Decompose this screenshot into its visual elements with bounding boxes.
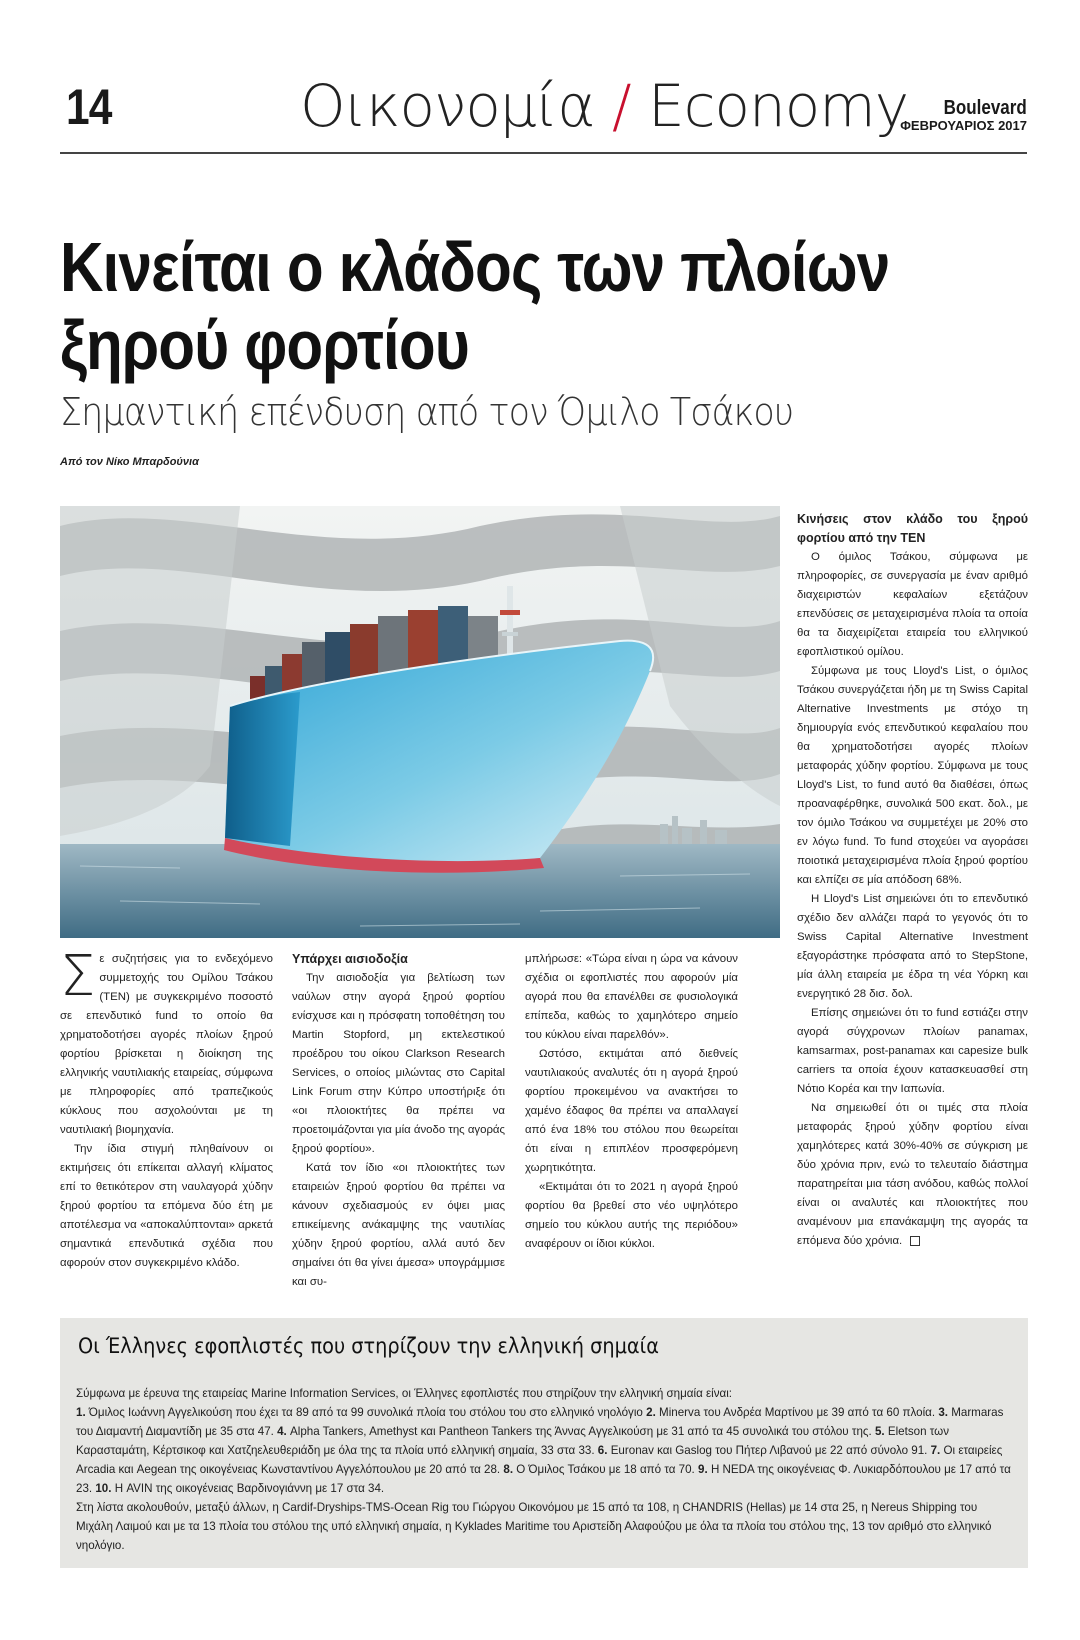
paragraph: Σύμφωνα με τους Lloyd's List, ο όμιλος Τσάκου συνεργάζεται ήδη με τη Swiss Capital Alternative Investments με στόχο τη δημιουργία ενός επενδυτικού κεφαλαίου που θα χρηματοδοτήσει αγορές πλοίων μεταφοράς χύδην φορτίου. Σύμφωνα με τους Lloyd's List, το fund αυτό θα διαθέσει, όπως προαναφέρθηκε, συνολικά 500 εκατ. δολ., με τον όμιλο Τσάκου να συμμετέχει με 20% στο εν λόγω fund. Το fund στοχεύει να αγοράσει ποιοτικά μεταχειρισμένα πλοία ξηρού φορτίου και ελπίζει σε μία απόδοση 68%.: [797, 665, 1028, 886]
header-rule: [60, 152, 1027, 154]
paragraph: Η Lloyd's List σημειώνει ότι το επενδυτικό σχέδιο δεν αλλάζει παρά το γεγονός ότι το Swiss Capital Alternative Investment εξαγοράστηκε πρόσφατα από το StepStone, μία άλλη εταιρεία με έδρα τη νέα Υόρκη και ενεργητικό 28 δισ. δολ.: [797, 893, 1028, 1000]
end-of-article-icon: [910, 1236, 920, 1246]
issue-date: ΦΕΒΡΟΥΑΡΙΟΣ 2017: [900, 118, 1027, 133]
section-title-slash: /: [611, 72, 631, 140]
list-item: Alpha Tankers, Amethyst και Pantheon Tankers της Άννας Αγγελικούση με 31 από τα 45 συνολικά του στόλου της.: [290, 1425, 872, 1438]
article-photo: [60, 506, 780, 938]
list-item: Ο Όμιλος Τσάκου με 18 από τα 70.: [516, 1463, 695, 1476]
sidebar-box: [60, 1318, 1028, 1568]
list-item: Marmaras του Διαμαντή Διαμαντίδη με 35 στα 47.: [76, 1406, 1004, 1438]
page-number: 14: [66, 79, 112, 135]
sidebar-list: [76, 1403, 1016, 1498]
paragraph: Κατά τον ίδιο «οι πλοιοκτήτες των εταιρειών ξηρού φορτίου θα πρέπει να κάνουν σχεδιασμούς εν όψει μιας επικείμενης ανάκαμψης της ναυτιλίας χύδην ξηρού φορτίου, αλλά αυτό δεν σημαίνει ότι θα γίνει άμεσα» υπογράμμισε και συ-: [292, 1162, 505, 1288]
paragraph-text: ε συζητήσεις για το ενδεχόμενο συμμετοχής του Ομίλου Τσάκου (ΤΕΝ) με συγκεκριμένο ποσοστό σε επενδυτικό fund το οποίο θα χρηματοδοτήσει αγορές πλοίων ξηρού φορτίου βρίσκεται η διοίκηση της ελληνικής ναυτιλιακής εταιρείας, σύμφωνα με πληροφορίες από τραπεζικούς κύκλους που ασχολούνται με τη ναυτιλιακή βιομηχανία.: [60, 953, 273, 1136]
section-title-english: Economy: [647, 72, 909, 140]
sidebar-text: [76, 1384, 1016, 1555]
paragraph: Επίσης σημειώνει ότι το fund εστιάζει στην αγορά σύγχρονων πλοίων panamax, kamsarmax, post-panamax και capesize bulk carriers τα οποία έχουν κατασκευασθεί στη Νότιο Κορέα και την Ιαπωνία.: [797, 1007, 1028, 1095]
list-number: 3.: [938, 1406, 948, 1419]
list-item: Euronav και Gaslog του Πήτερ Λιβανού με 22 από σύνολο 91.: [610, 1444, 928, 1457]
subheadline: Σημαντική επένδυση από τον Όμιλο Τσάκου: [60, 390, 794, 434]
paragraph: [797, 1099, 1028, 1251]
paragraph: Την αισιοδοξία για βελτίωση των ναύλων στην αγορά ξηρού φορτίου ενίσχυσε και η πρόσφατη τοποθέτηση του Martin Stopford, μη εκτελεστικού προέδρου του οίκου Clarkson Research Services, ο οποίος μιλώντας στο Capital Link Forum στην Κύπρο υποστήριξε ότι «οι πλοιοκτήτες θα πρέπει να προετοιμάζονται για μία άνοδο της αγοράς ξηρού φορτίου».: [292, 972, 505, 1155]
subheading-optimism: Υπάρχει αισιοδοξία: [292, 952, 408, 966]
section-title: [300, 72, 908, 140]
article-column-2: [292, 950, 505, 1292]
list-number: 9.: [698, 1463, 708, 1476]
drop-cap: Σ: [60, 944, 96, 1009]
paragraph: «Εκτιμάται ότι το 2021 η αγορά ξηρού φορτίου θα βρεθεί στο νέο υψηλότερο σημείο του κύκλου αυτής της περιόδου» αναφέρουν οι ίδιοι κύκλοι.: [525, 1181, 738, 1250]
masthead: [900, 98, 1027, 132]
article-column-4: [797, 510, 1028, 1251]
list-number: 8.: [503, 1463, 514, 1476]
list-item: Minerva του Ανδρέα Μαρτίνου με 39 από τα 60 πλοία.: [659, 1406, 936, 1419]
list-item: Η NEDA της οικογένειας Φ. Λυκιαρδόπουλου με 17 από τα 23.: [76, 1463, 1011, 1495]
paragraph-text: Να σημειωθεί ότι οι τιμές στα πλοία μεταφοράς ξηρού χύδην φορτίου είναι χαμηλότερες κατά 30%-40% σε σύγκριση με δύο χρόνια πριν, ενώ το τελευταίο διάστημα παρατηρείται μια τάση ανόδου, καθώς πολλοί είναι οι αναλυτές και πλοιοκτήτες που αναμένουν μια επανάκαμψη της αγοράς τα επόμενα δύο χρόνια.: [797, 1102, 1028, 1247]
list-number: 6.: [597, 1444, 608, 1457]
paragraph: Την ίδια στιγμή πληθαίνουν οι εκτιμήσεις ότι επίκειται αλλαγή κλίματος επί το θετικότερον στη ναυλαγορά χύδην ξηρού φορτίου τα επόμενα δύο έτη με αποτέλεσμα να «αποκαλύπτονται» αρκετά σημαντικά επενδυτικά σχέδια που αφορούν στον συγκεκριμένο κλάδο.: [60, 1143, 273, 1269]
list-item: Όμιλος Ιωάννη Αγγελικούση που έχει τα 89 από τα 99 συνολικά πλοία του στόλου του στο ελληνικό νηολόγιο: [88, 1406, 643, 1419]
list-number: 7.: [930, 1444, 941, 1457]
paragraph: Ωστόσο, εκτιμάται από διεθνείς ναυτιλιακούς αναλυτές ότι η αγορά ξηρού φορτίου προκειμένου να ανακτήσει το χαμένο έδαφος θα πρέπει να απαλλαγεί από ένα 18% του στόλου που θεωρείται ότι είναι η επιπλέον προσφερόμενη χωρητικότητα.: [525, 1048, 738, 1174]
ship-illustration: [60, 506, 780, 938]
byline: Από τον Νίκο Μπαρδούνια: [60, 456, 199, 468]
list-number: 10.: [95, 1482, 112, 1495]
subheading-ten-moves: Κινήσεις στον κλάδο του ξηρού φορτίου από την ΤΕΝ: [797, 512, 1028, 545]
sidebar-closing: Στη λίστα ακολουθούν, μεταξύ άλλων, η Cardif-Dryships-TMS-Ocean Rig του Γιώργου Οικονόμου με 15 από τα 108, η CHANDRIS (Hellas) με 14 στα 25, η Nereus Shipping του Μιχάλη Λαιμού και με τα 13 πλοία του στόλου της υπό ελληνική σημαία, η Kyklades Maritime του Αριστείδη Αλαφούζου με όλα τα πλοία του στόλου της, 13 τον αριθμό στο ελληνικό νηολόγιο.: [76, 1501, 992, 1552]
list-number: 5.: [874, 1425, 885, 1438]
paragraph: [60, 944, 273, 1140]
list-item: Η AVIN της οικογένειας Βαρδινογιάννη με 17 στα 34.: [114, 1482, 385, 1495]
sidebar-title: Οι Έλληνες εφοπλιστές που στηρίζουν την ελληνική σημαία: [78, 1334, 659, 1358]
list-number: 1.: [76, 1406, 86, 1419]
article-column-3: [525, 950, 738, 1254]
paragraph: μπλήρωσε: «Τώρα είναι η ώρα να κάνουν σχέδια οι εφοπλιστές που αφορούν μία αγορά που θα επανέλθει σε φυσιολογικά επίπεδα, καθώς το χαμηλότερο σημείο του κύκλου είναι παρελθόν».: [525, 953, 738, 1041]
list-item: Eletson των Καρασταμάτη, Κέρτσικοφ και Χατζηελευθεριάδη με όλα της τα πλοία υπό ελληνική σημαία, 33 στα 33.: [76, 1425, 949, 1457]
list-number: 4.: [277, 1425, 287, 1438]
headline-line-2: ξηρού φορτίου: [60, 306, 469, 384]
sidebar-intro: Σύμφωνα με έρευνα της εταιρείας Marine Information Services, οι Έλληνες εφοπλιστές που στηρίζουν την ελληνική σημαία είναι:: [76, 1387, 733, 1400]
paragraph: Ο όμιλος Τσάκου, σύμφωνα με πληροφορίες, σε συνεργασία με έναν αριθμό διαχειριστών κεφαλαίων εξετάζουν επενδύσεις σε μεταχειρισμένα πλοία τα οποία θα τα διαχειρίζεται εταιρεία του ελληνικού εφοπλιστικού ομίλου.: [797, 551, 1028, 658]
brand-name: Boulevard: [943, 97, 1027, 119]
headline: [60, 228, 1006, 384]
section-title-greek: Οικονομία: [300, 72, 595, 140]
article-column-1: [60, 944, 273, 1273]
list-number: 2.: [646, 1406, 656, 1419]
list-item: Οι εταιρείες Arcadia και Aegean της οικογένειας Κωνσταντίνου Αγγελόπουλου με 20 από τα 28.: [76, 1444, 1003, 1476]
headline-line-1: Κινείται ο κλάδος των πλοίων: [60, 228, 890, 306]
